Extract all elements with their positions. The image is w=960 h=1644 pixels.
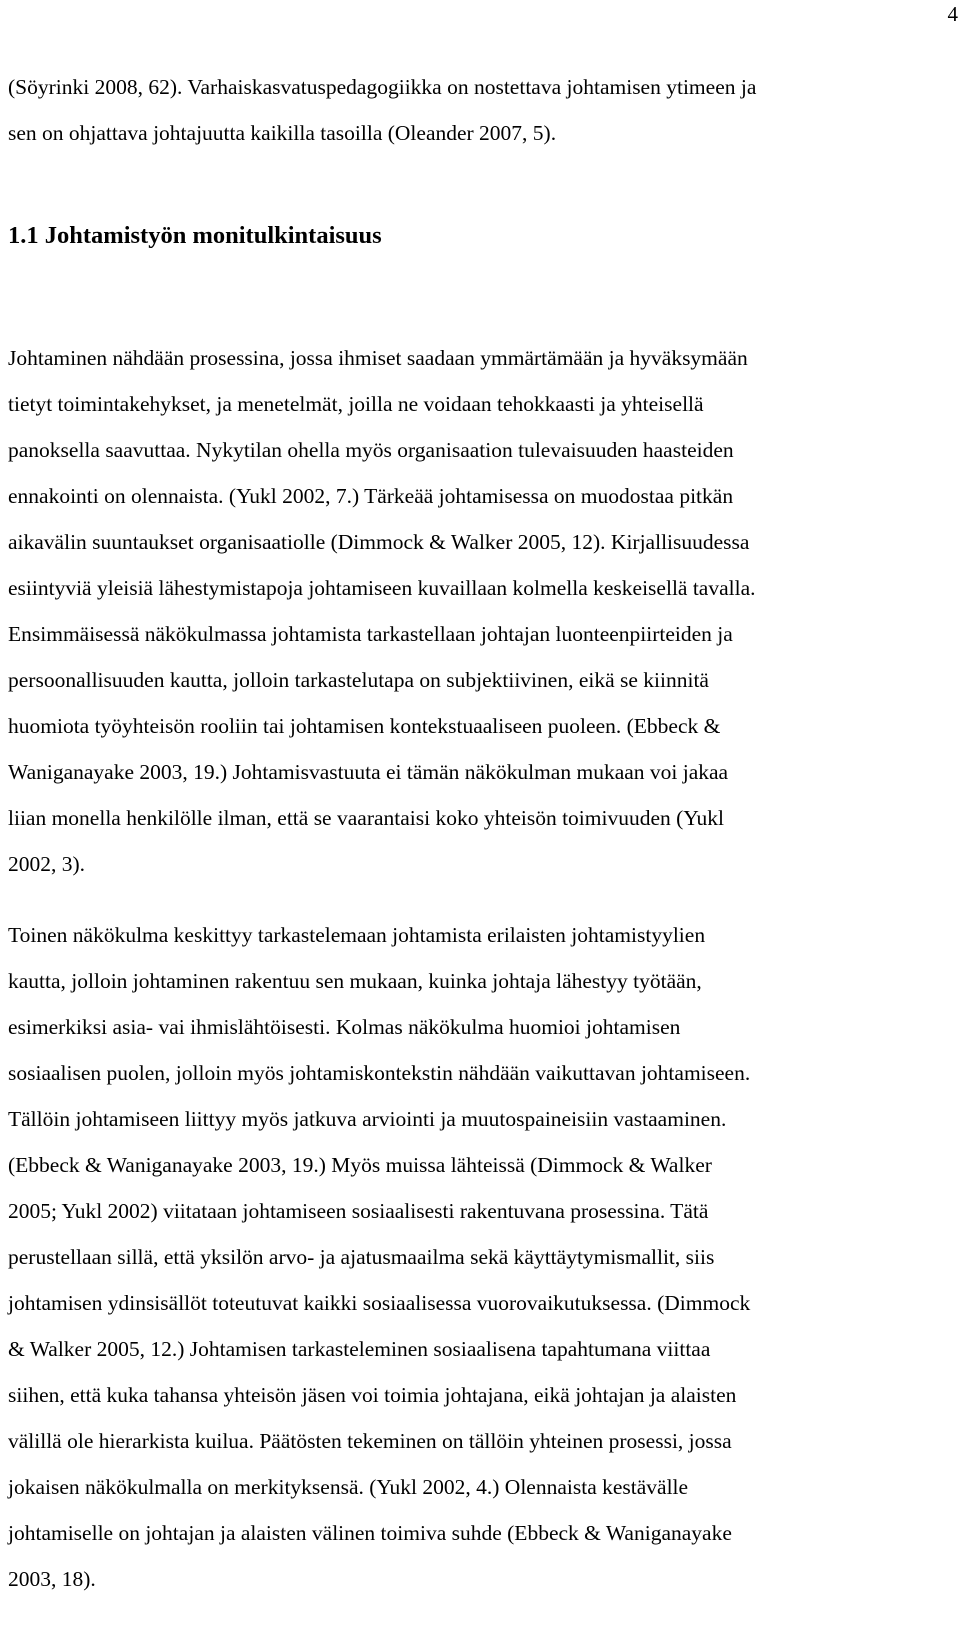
text-line: (Söyrinki 2008, 62). Varhaiskasvatuspedagogiikka on nostettava johtamisen ytimeen ja: [8, 75, 757, 99]
text-line: johtamisen ydinsisällöt toteutuvat kaikki sosiaalisessa vuorovaikutuksessa. (Dimmock: [8, 1291, 751, 1315]
text-line: johtamiselle on johtajan ja alaisten välinen toimiva suhde (Ebbeck & Waniganayake: [8, 1521, 732, 1545]
text-line: jokaisen näkökulmalla on merkityksensä. (Yukl 2002, 4.) Olennaista kestävälle: [8, 1475, 689, 1499]
text-line: Tällöin johtamiseen liittyy myös jatkuva arviointi ja muutospaineisiin vastaaminen.: [8, 1107, 727, 1131]
text-line: sosiaalisen puolen, jolloin myös johtamiskontekstin nähdään vaikuttavan johtamiseen.: [8, 1061, 751, 1085]
text-line: huomiota työyhteisön rooliin tai johtamisen kontekstuaaliseen puoleen. (Ebbeck &: [8, 714, 721, 738]
text-line: panoksella saavuttaa. Nykytilan ohella myös organisaation tulevaisuuden haasteiden: [8, 438, 734, 462]
text-line: Johtaminen nähdään prosessina, jossa ihmiset saadaan ymmärtämään ja hyväksymään: [8, 346, 748, 370]
paragraph-1: [8, 64, 914, 156]
text-line: tietyt toimintakehykset, ja menetelmät, joilla ne voidaan tehokkaasti ja yhteisellä: [8, 392, 704, 416]
text-line: persoonallisuuden kautta, jolloin tarkastelutapa on subjektiivinen, eikä se kiinnitä: [8, 668, 709, 692]
paragraph-2: [8, 335, 914, 887]
text-line: 2005; Yukl 2002) viitataan johtamiseen sosiaalisesti rakentuvana prosessina. Tätä: [8, 1199, 709, 1223]
text-line: sen on ohjattava johtajuutta kaikilla tasoilla (Oleander 2007, 5).: [8, 121, 557, 145]
text-line: 2003, 18).: [8, 1567, 96, 1591]
text-line: liian monella henkilölle ilman, että se vaarantaisi koko yhteisön toimivuuden (Yukl: [8, 806, 724, 830]
text-line: aikavälin suuntaukset organisaatiolle (Dimmock & Walker 2005, 12). Kirjallisuudessa: [8, 530, 750, 554]
page-number: 4: [947, 2, 958, 26]
text-line: välillä ole hierarkista kuilua. Päätösten tekeminen on tällöin yhteinen prosessi, jossa: [8, 1429, 732, 1453]
text-line: esiintyviä yleisiä lähestymistapoja johtamiseen kuvaillaan kolmella keskeisellä tavalla.: [8, 576, 756, 600]
text-line: kautta, jolloin johtaminen rakentuu sen mukaan, kuinka johtaja lähestyy työtään,: [8, 969, 702, 993]
text-line: Ensimmäisessä näkökulmassa johtamista tarkastellaan johtajan luonteenpiirteiden ja: [8, 622, 733, 646]
text-line: Toinen näkökulma keskittyy tarkastelemaan johtamista erilaisten johtamistyylien: [8, 923, 706, 947]
text-line: perustellaan sillä, että yksilön arvo- ja ajatusmaailma sekä käyttäytymismallit, siis: [8, 1245, 715, 1269]
text-line: ennakointi on olennaista. (Yukl 2002, 7.) Tärkeää johtamisessa on muodostaa pitkän: [8, 484, 734, 508]
text-line: esimerkiksi asia- vai ihmislähtöisesti. Kolmas näkökulma huomioi johtamisen: [8, 1015, 681, 1039]
text-line: & Walker 2005, 12.) Johtamisen tarkasteleminen sosiaalisena tapahtumana viittaa: [8, 1337, 711, 1361]
text-line: 2002, 3).: [8, 852, 86, 876]
paragraph-3: [8, 912, 914, 1602]
text-line: (Ebbeck & Waniganayake 2003, 19.) Myös muissa lähteissä (Dimmock & Walker: [8, 1153, 712, 1177]
section-heading: 1.1 Johtamistyön monitulkintaisuus: [8, 222, 382, 249]
text-line: siihen, että kuka tahansa yhteisön jäsen voi toimia johtajana, eikä johtajan ja alaisten: [8, 1383, 737, 1407]
text-line: Waniganayake 2003, 19.) Johtamisvastuuta ei tämän näkökulman mukaan voi jakaa: [8, 760, 729, 784]
